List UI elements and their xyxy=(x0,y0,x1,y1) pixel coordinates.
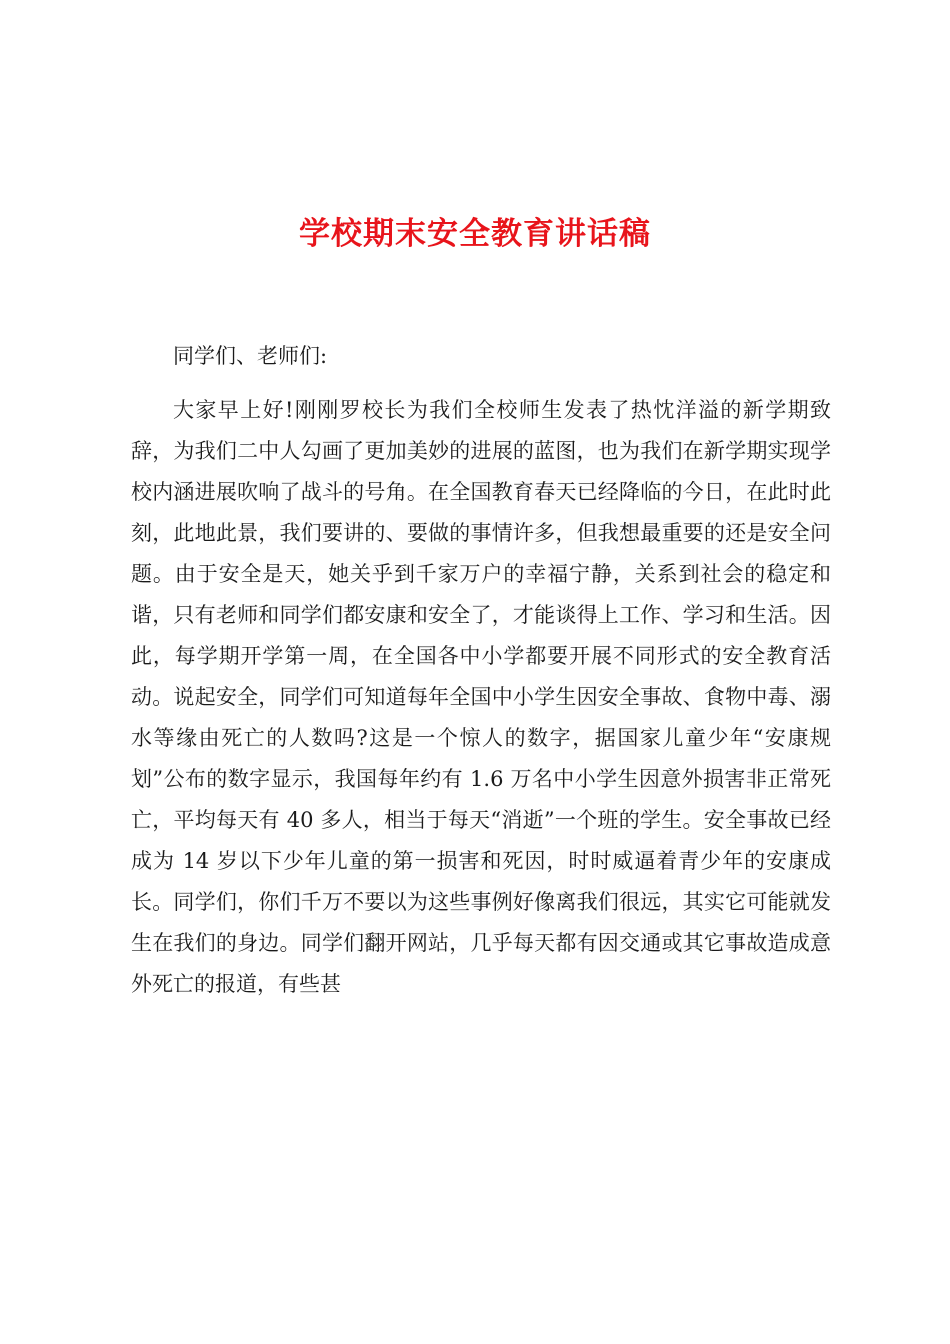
salutation: 同学们、老师们: xyxy=(173,344,328,368)
document-title: 学校期末安全教育讲话稿 xyxy=(299,216,651,252)
paragraph: 大家早上好!刚刚罗校长为我们全校师生发表了热忱洋溢的新学期致辞，为我们二中人勾画了更加美妙的进展的蓝图，也为我们在新学期实现学校内涵进展吹响了战斗的号角。在全国教育春天已经降临的今日，在此时此刻，此地此景，我们要讲的、要做的事情许多，但我想最重要的还是安全问题。由于安全是天，她关乎到千家万户的幸福宁静，关系到社会的稳定和谐，只有老师和同学们都安康和安全了，才能谈得上工作、学习和生活。因此，每学期开学第一周，在全国各中小学都要开展不同形式的安全教育活动。说起安全，同学们可知道每年全国中小学生因安全事故、食物中毒、溺水等缘由死亡的人数吗?这是一个惊人的数字，据国家儿童少年“安康规划”公布的数字显示，我国每年约有 1.6 万名中小学生因意外损害非正常死亡，平均每天有 40 多人，相当于每天“消逝”一个班的学生。安全事故已经成为 14 岁以下少年儿童的第一损害和死因，时时威逼着青少年的安康成长。同学们，你们千万不要以为这些事例好像离我们很远，其实它可能就发生在我们的身边。同学们翻开网站，几乎每天都有因交通或其它事故造成意外死亡的报道，有些甚 xyxy=(131,398,831,996)
document-body xyxy=(131,336,831,1018)
